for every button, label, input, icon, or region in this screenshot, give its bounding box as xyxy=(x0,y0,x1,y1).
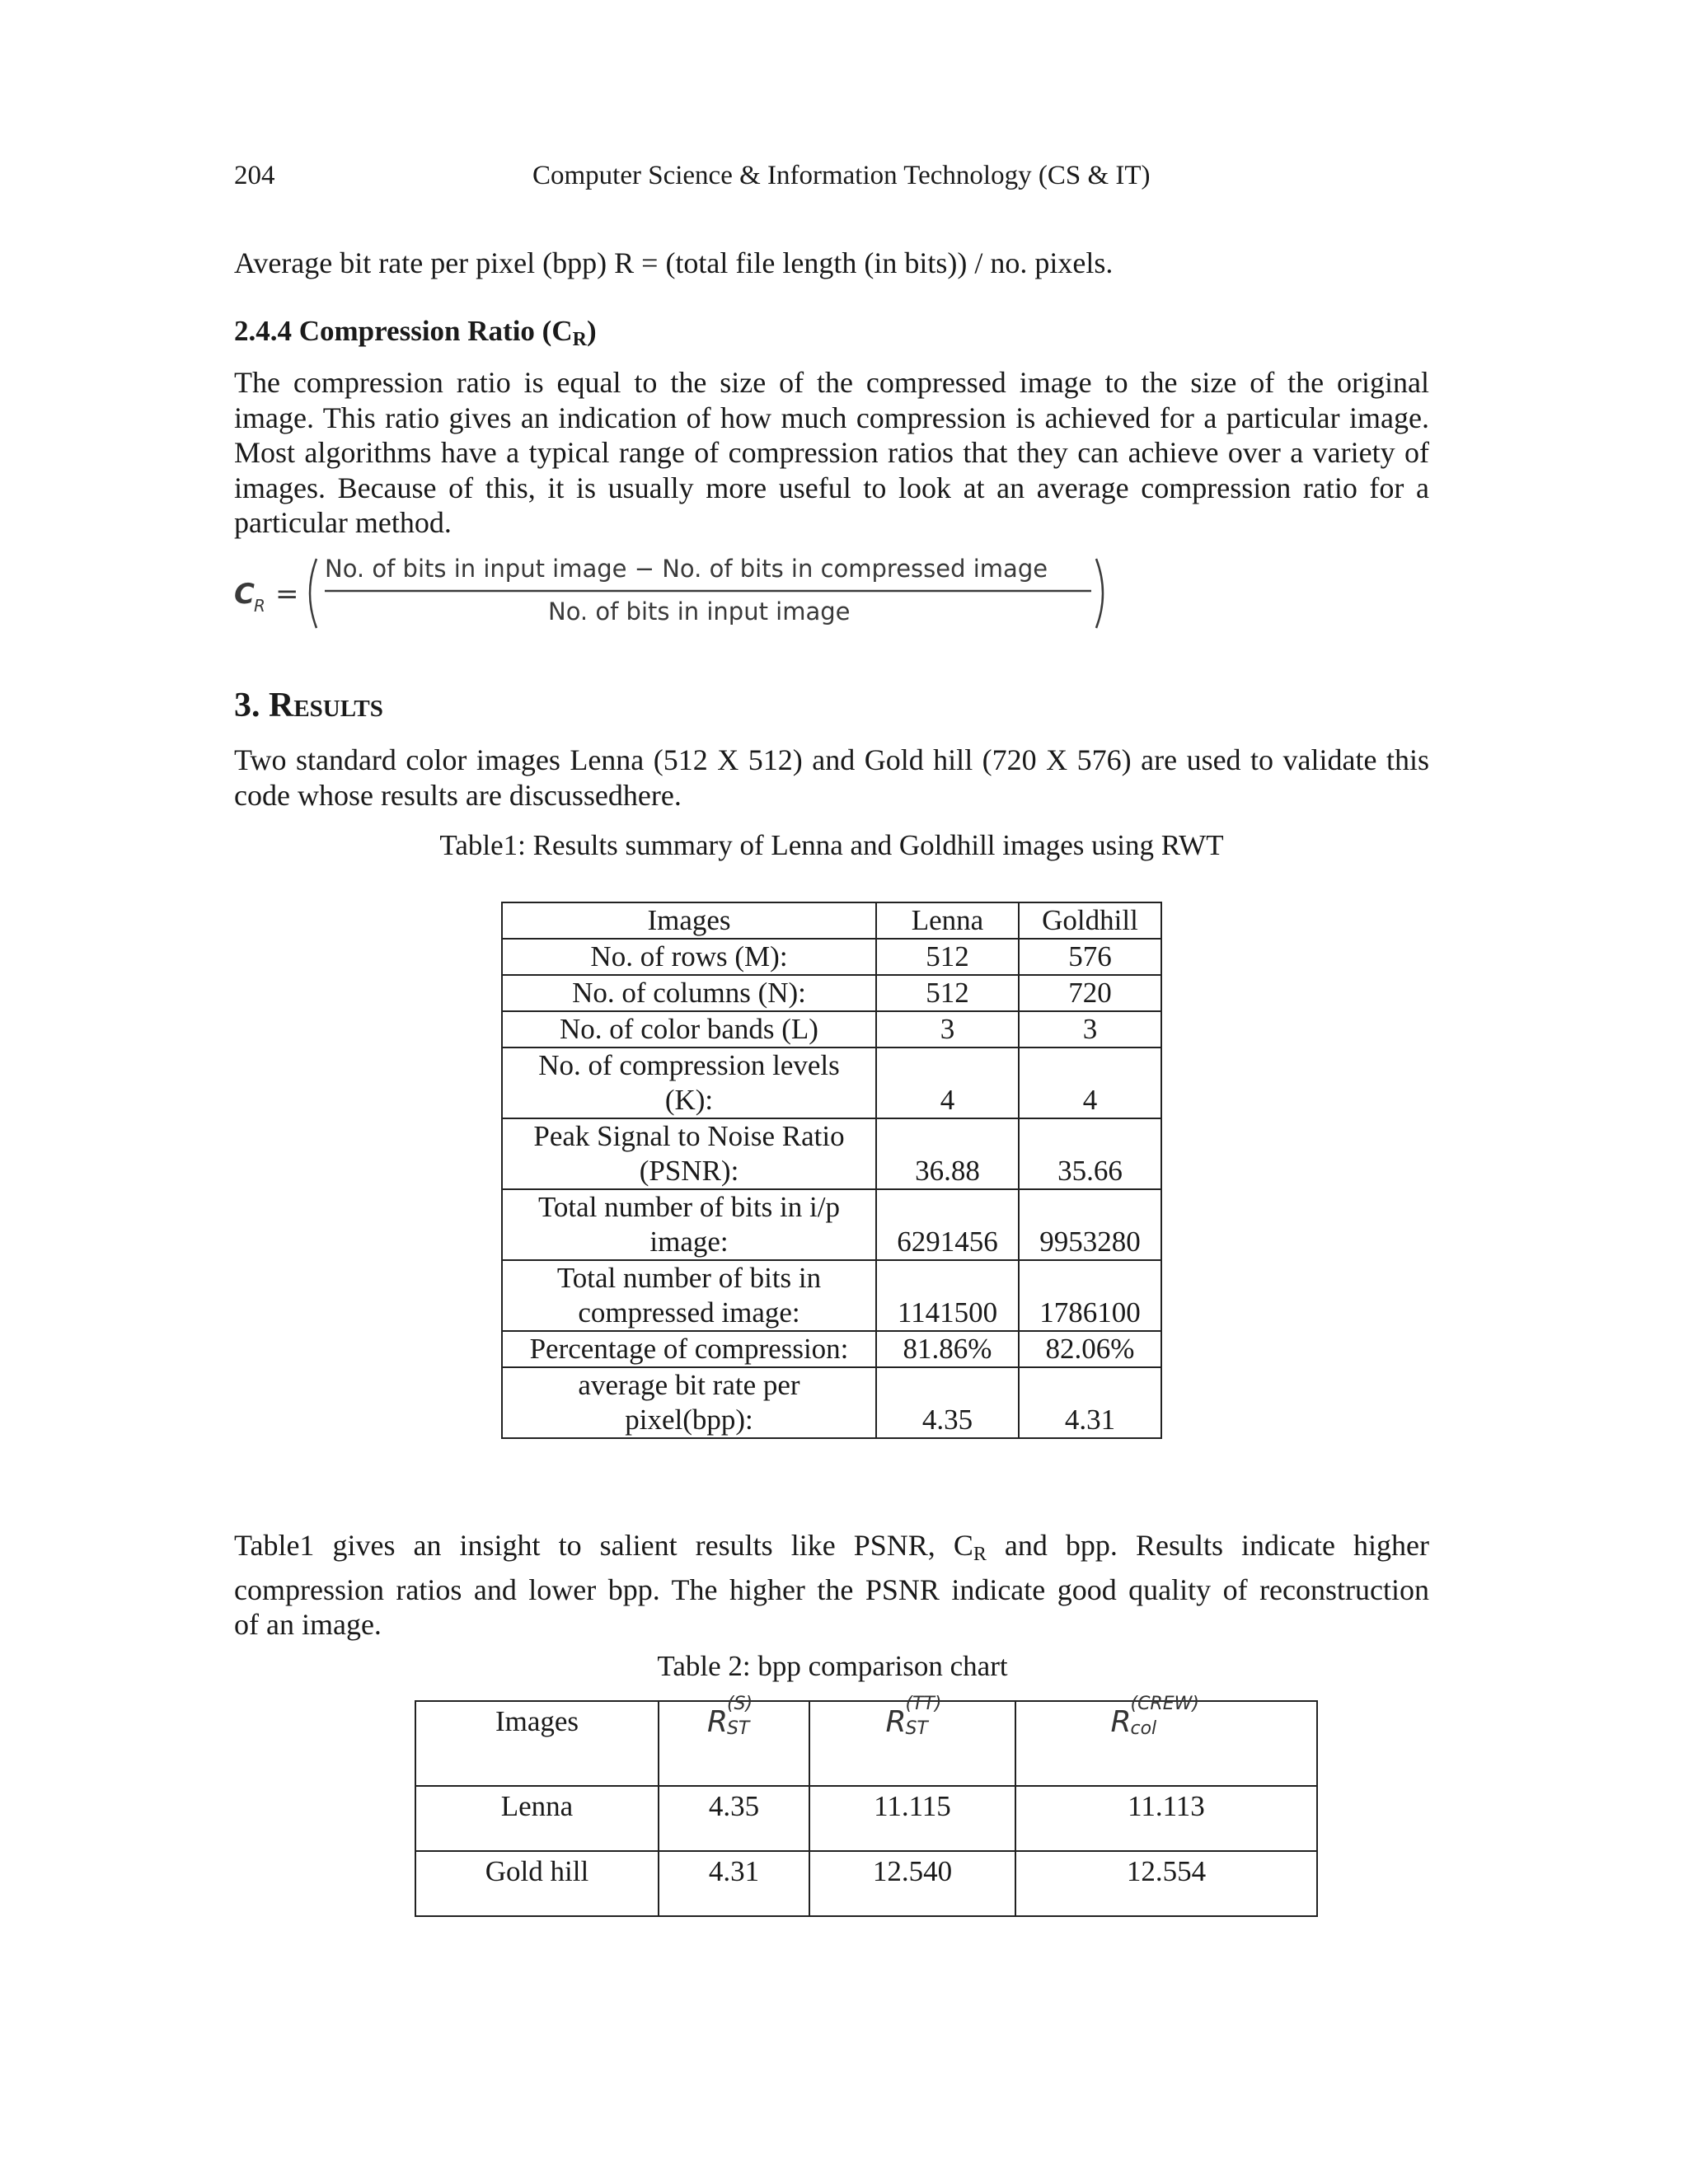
table-header-row xyxy=(415,1701,1317,1786)
page-number: 204 xyxy=(234,161,275,190)
row-label xyxy=(502,1260,876,1331)
table-row xyxy=(502,1118,1161,1189)
table1-caption: Table1: Results summary of Lenna and Goldhill images using RWT xyxy=(439,829,1224,861)
row-label xyxy=(502,1118,876,1189)
lenna-value: 4 xyxy=(876,1047,1019,1118)
table-row xyxy=(502,1260,1161,1331)
bpp-value: 12.540 xyxy=(809,1851,1015,1916)
section-number: 3. xyxy=(234,687,269,724)
symbol-superscript: (S) xyxy=(726,1694,753,1714)
goldhill-value: 35.66 xyxy=(1019,1118,1161,1189)
image-name: Gold hill xyxy=(415,1851,659,1916)
row-label xyxy=(502,1189,876,1260)
row-label-line: Total number of bits in i/p xyxy=(538,1191,840,1223)
lenna-value: 512 xyxy=(876,939,1019,975)
table-row xyxy=(502,1011,1161,1047)
row-label-line: Peak Signal to Noise Ratio xyxy=(533,1120,845,1152)
row-label-line: average bit rate per xyxy=(578,1369,800,1401)
lenna-value: 1141500 xyxy=(876,1260,1019,1331)
bpp-comparison-table xyxy=(415,1694,1318,1917)
row-label: No. of color bands (L) xyxy=(502,1011,876,1047)
bpp-value: 12.554 xyxy=(1015,1851,1317,1916)
formula-denominator: No. of bits in input image xyxy=(548,598,851,626)
paragraph-line: Most algorithms have a typical range of compression ratios that they can achieve over a variety of xyxy=(234,436,1429,469)
paragraph-line: code whose results are discussedhere. xyxy=(234,778,682,812)
table-row xyxy=(502,975,1161,1011)
paragraph-line: The compression ratio is equal to the size of the compressed image to the size of the original xyxy=(234,366,1429,399)
row-label-line: pixel(bpp): xyxy=(625,1404,753,1436)
table-header-cell: Lenna xyxy=(876,902,1019,939)
text-fragment: Table1 gives an insight to salient results like PSNR, C xyxy=(234,1529,973,1562)
row-label-line: (PSNR): xyxy=(639,1155,739,1187)
symbol-superscript: (TT) xyxy=(905,1694,942,1714)
table-header-cell xyxy=(659,1694,809,1786)
formula-numerator: No. of bits in input image − No. of bits in compressed image xyxy=(325,555,1048,583)
bitrate-definition xyxy=(234,246,1429,281)
lenna-value: 3 xyxy=(876,1011,1019,1047)
left-paren xyxy=(310,559,316,628)
bpp-value: 11.115 xyxy=(809,1786,1015,1851)
table-header-cell: Images xyxy=(415,1701,659,1786)
symbol-subscript: col xyxy=(1130,1718,1157,1739)
heading-prefix: 2.4.4 Compression Ratio (C xyxy=(234,315,573,347)
symbol-base: R xyxy=(706,1705,728,1739)
formula-lhs-subscript: R xyxy=(254,596,265,616)
symbol-superscript: (CREW) xyxy=(1130,1694,1199,1714)
row-label-line: compressed image: xyxy=(578,1296,800,1329)
lenna-value: 6291456 xyxy=(876,1189,1019,1260)
goldhill-value: 82.06% xyxy=(1019,1331,1161,1367)
symbol-base: R xyxy=(1110,1705,1132,1739)
row-label: No. of rows (M): xyxy=(502,939,876,975)
table-header-cell xyxy=(809,1694,1015,1786)
symbol-base: R xyxy=(885,1705,907,1739)
heading-subscript: R xyxy=(572,329,587,350)
bitrate-line: Average bit rate per pixel (bpp) R = (total file length (in bits)) / no. pixels. xyxy=(234,246,1114,279)
journal-name: Computer Science & Information Technology (CS & IT) xyxy=(532,161,1151,190)
paragraph-line xyxy=(234,1528,1429,1572)
section-title: Results xyxy=(269,687,383,724)
lenna-value: 4.35 xyxy=(876,1367,1019,1438)
goldhill-value: 9953280 xyxy=(1019,1189,1161,1260)
subscript: R xyxy=(973,1544,987,1565)
results-summary-table xyxy=(501,902,1162,1439)
image-name: Lenna xyxy=(415,1786,659,1851)
right-paren xyxy=(1096,559,1103,628)
goldhill-value: 1786100 xyxy=(1019,1260,1161,1331)
table-row xyxy=(502,1189,1161,1260)
table-row xyxy=(502,1331,1161,1367)
goldhill-value: 4 xyxy=(1019,1047,1161,1118)
paragraph-line: images. Because of this, it is usually more useful to look at an average compression ratio for a xyxy=(234,471,1429,504)
rate-symbol xyxy=(1110,1694,1221,1739)
paragraph-line: compression ratios and lower bpp. The higher the PSNR indicate good quality of reconstruction xyxy=(234,1572,1429,1606)
goldhill-value: 720 xyxy=(1019,975,1161,1011)
compression-ratio-paragraph xyxy=(234,365,1429,541)
row-label-line: (K): xyxy=(664,1084,714,1116)
rate-symbol xyxy=(706,1694,761,1739)
paragraph-line: particular method. xyxy=(234,506,452,539)
paragraph-line: of an image. xyxy=(234,1608,382,1641)
bpp-value: 4.35 xyxy=(659,1786,809,1851)
running-header xyxy=(234,161,1429,197)
row-label xyxy=(502,1367,876,1438)
bpp-value: 4.31 xyxy=(659,1851,809,1916)
goldhill-value: 3 xyxy=(1019,1011,1161,1047)
formula-lhs: C xyxy=(234,578,255,611)
goldhill-value: 4.31 xyxy=(1019,1367,1161,1438)
row-label-line: Total number of bits in xyxy=(556,1262,822,1294)
table-row xyxy=(502,1047,1161,1118)
table-header-cell: Images xyxy=(502,902,876,939)
bpp-value: 11.113 xyxy=(1015,1786,1317,1851)
table2-caption: Table 2: bpp comparison chart xyxy=(657,1650,1008,1682)
text-fragment: and bpp. Results indicate higher xyxy=(986,1529,1429,1562)
table-row xyxy=(502,939,1161,975)
row-label: Percentage of compression: xyxy=(502,1331,876,1367)
lenna-value: 36.88 xyxy=(876,1118,1019,1189)
symbol-subscript: ST xyxy=(726,1718,750,1739)
table-row xyxy=(415,1851,1317,1916)
results-heading xyxy=(234,686,383,725)
lenna-value: 81.86% xyxy=(876,1331,1019,1367)
paragraph-line: image. This ratio gives an indication of how much compression is achieved for a particular image. xyxy=(234,401,1429,434)
results-intro xyxy=(234,743,1429,813)
table-header-cell xyxy=(1015,1694,1317,1786)
formula-equals: = xyxy=(275,578,299,611)
formula-svg xyxy=(234,552,1124,635)
row-label xyxy=(502,1047,876,1118)
compression-ratio-heading xyxy=(234,315,597,351)
discussion-paragraph xyxy=(234,1528,1429,1643)
symbol-subscript: ST xyxy=(905,1718,928,1739)
row-label-line: image: xyxy=(649,1226,729,1258)
table-row xyxy=(415,1786,1317,1851)
table-header-cell: Goldhill xyxy=(1019,902,1161,939)
rate-symbol xyxy=(885,1694,942,1739)
row-label-line: No. of compression levels xyxy=(538,1049,840,1081)
paragraph-line: Two standard color images Lenna (512 X 512) and Gold hill (720 X 576) are used to validate this xyxy=(234,743,1429,776)
table-header-row xyxy=(502,902,1161,939)
table-row xyxy=(502,1367,1161,1438)
row-label: No. of columns (N): xyxy=(502,975,876,1011)
heading-suffix: ) xyxy=(586,315,597,347)
goldhill-value: 576 xyxy=(1019,939,1161,975)
compression-ratio-formula xyxy=(234,552,1124,635)
lenna-value: 512 xyxy=(876,975,1019,1011)
